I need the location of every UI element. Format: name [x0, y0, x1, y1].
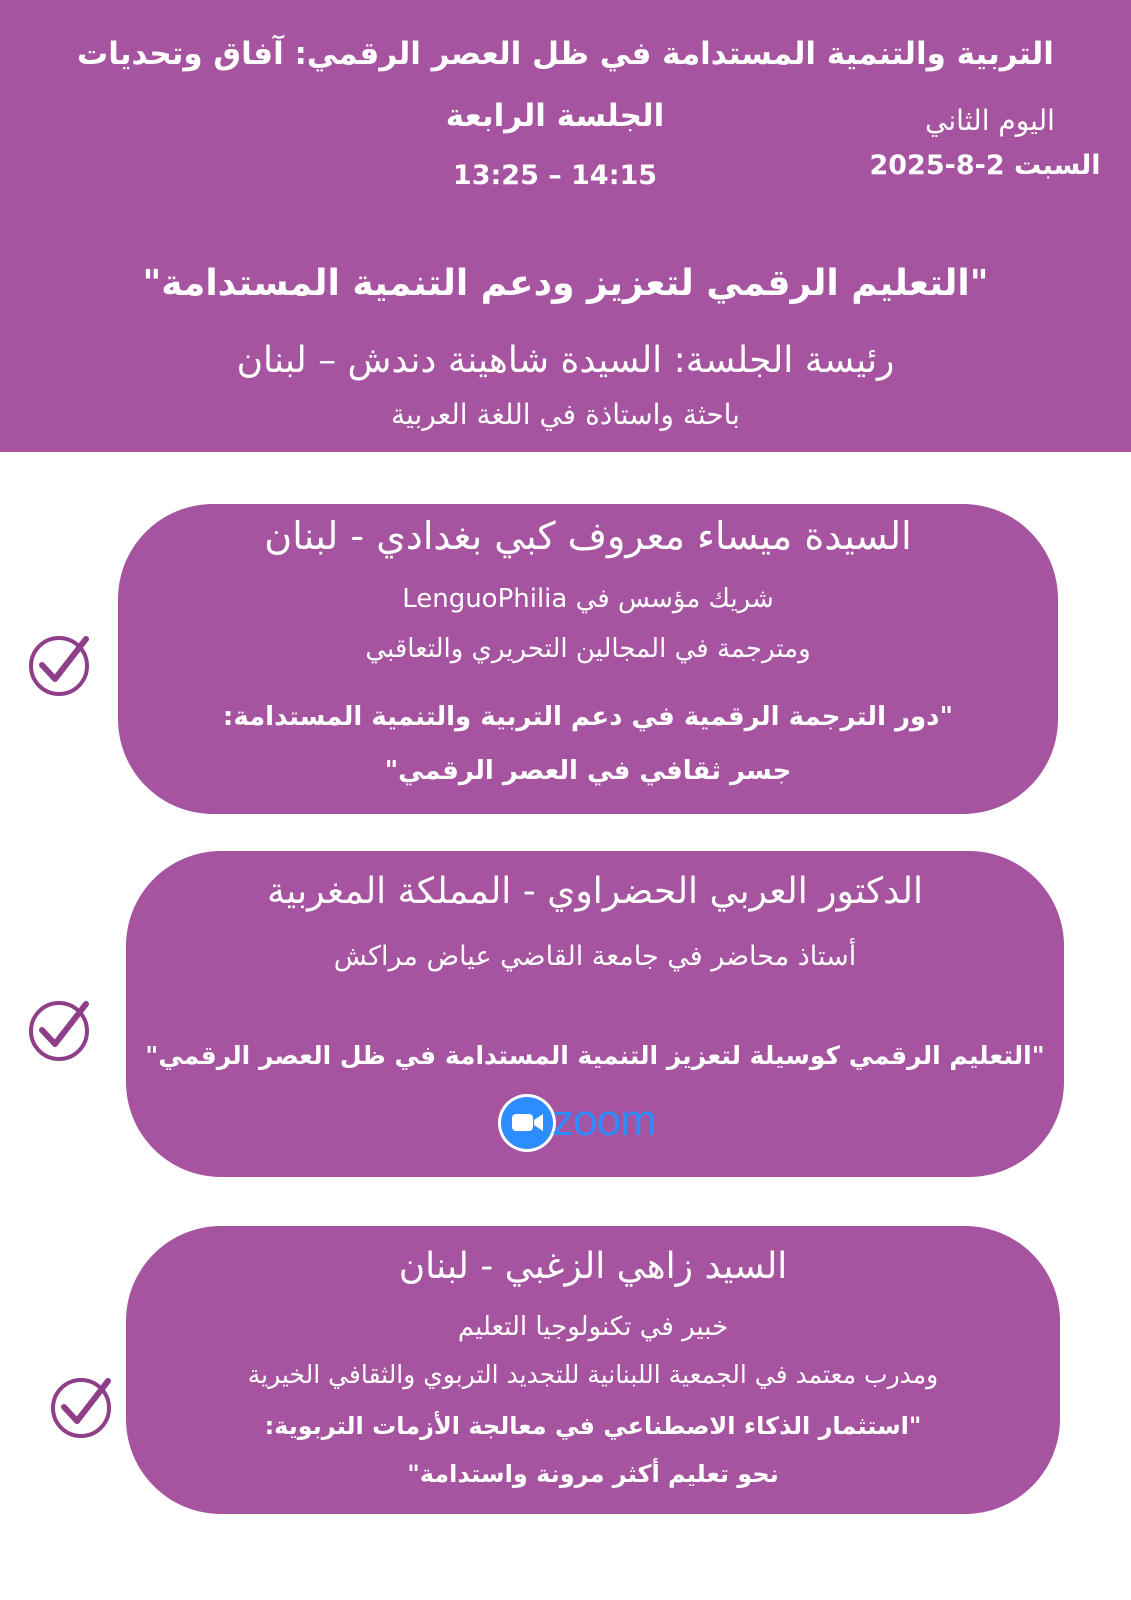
speaker-role: خبير في تكنولوجيا التعليم	[457, 1312, 729, 1342]
talk-title: "استثمار الذكاء الاصطناعي في معالجة الأزمات التربوية:	[264, 1412, 922, 1440]
zoom-wordmark: zoom	[552, 1096, 656, 1145]
session-chair: رئيسة الجلسة: السيدة شاهينة دندش – لبنان	[236, 340, 895, 381]
speaker-role: أستاذ محاضر في جامعة القاضي عياض مراكش	[333, 941, 857, 972]
speaker-name: السيدة ميساء معروف كبي بغدادي - لبنان	[264, 514, 912, 558]
speaker-name: الدكتور العربي الحضراوي - المملكة المغربية	[266, 871, 924, 912]
speaker-role: ومترجمة في المجالين التحريري والتعاقبي	[365, 634, 811, 664]
speaker-role: شريك مؤسس في LenguoPhilia	[402, 584, 774, 614]
session-name: الجلسة الرابعة	[445, 98, 665, 134]
check-circle-icon	[50, 1373, 116, 1439]
talk-title: جسر ثقافي في العصر الرقمي"	[384, 756, 792, 786]
check-circle-icon	[28, 631, 94, 697]
talk-title: "التعليم الرقمي كوسيلة لتعزيز التنمية المستدامة في ظل العصر الرقمي"	[145, 1041, 1045, 1070]
session-header	[0, 0, 1131, 452]
speaker-card	[118, 504, 1058, 814]
session-date: السبت 2-8-2025	[869, 150, 1101, 181]
conference-title: التربية والتنمية المستدامة في ظل العصر الرقمي: آفاق وتحديات	[77, 36, 1054, 72]
zoom-logo-icon	[497, 1093, 677, 1153]
speaker-card	[126, 1226, 1060, 1514]
session-time: 13:25 – 14:15	[452, 160, 658, 191]
speaker-role: ومدرب معتمد في الجمعية اللبنانية للتجديد التربوي والثقافي الخيرية	[247, 1360, 939, 1389]
check-circle-icon	[28, 996, 94, 1062]
talk-title: نحو تعليم أكثر مرونة واستدامة"	[407, 1460, 779, 1488]
day-label: اليوم الثاني	[925, 104, 1055, 137]
chair-role: باحثة واستاذة في اللغة العربية	[391, 398, 740, 431]
talk-title: "دور الترجمة الرقمية في دعم التربية والتنمية المستدامة:	[222, 702, 954, 732]
session-theme: "التعليم الرقمي لتعزيز ودعم التنمية المستدامة"	[142, 263, 989, 304]
speaker-name: السيد زاهي الزغبي - لبنان	[398, 1246, 788, 1287]
